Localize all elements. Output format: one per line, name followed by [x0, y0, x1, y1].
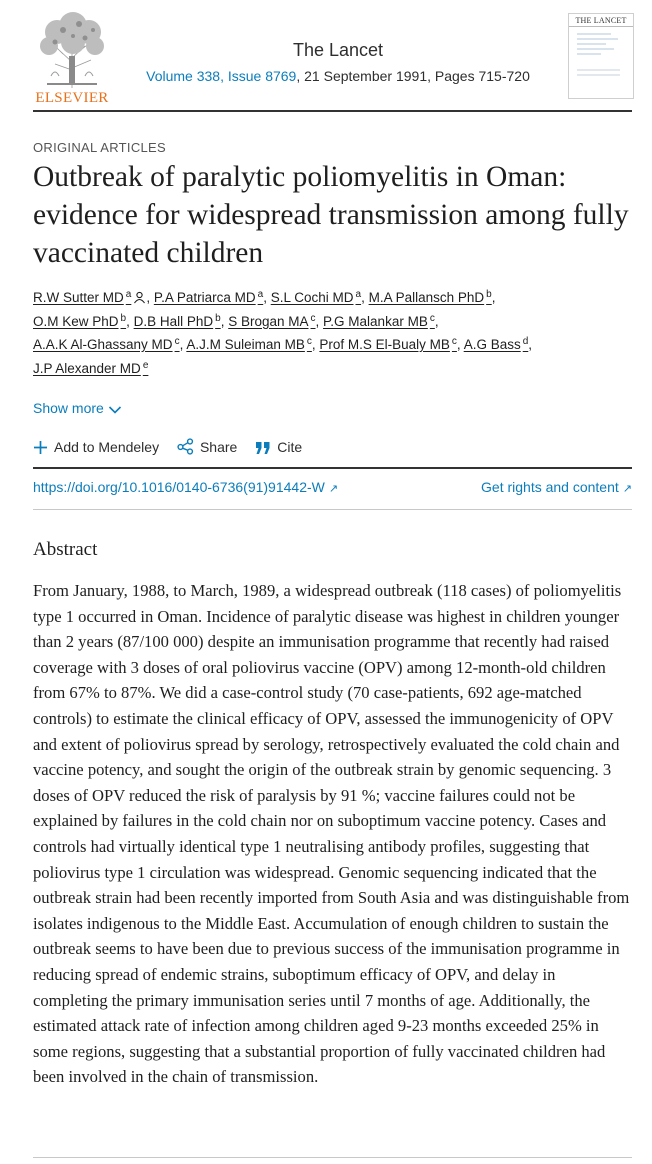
publisher-name: ELSEVIER: [35, 90, 109, 106]
author-name: S.L Cochi MD: [270, 290, 354, 305]
header-divider: [33, 110, 632, 112]
abstract-heading: Abstract: [33, 539, 98, 560]
author-link[interactable]: [154, 290, 263, 305]
author-link[interactable]: [319, 337, 457, 352]
article-type-label: ORIGINAL ARTICLES: [33, 140, 166, 155]
person-icon: [133, 291, 146, 304]
chevron-down-icon: [108, 405, 122, 415]
affiliation-marker: c: [310, 312, 316, 324]
journal-header: [33, 10, 632, 110]
author-name: J.P Alexander MD: [33, 360, 141, 376]
author-link[interactable]: [33, 314, 126, 329]
author-link[interactable]: [33, 361, 148, 376]
cover-title: THE LANCET: [569, 14, 633, 27]
author-name: P.A Patriarca MD: [153, 290, 256, 305]
abstract-body: From January, 1988, to March, 1989, a widespread outbreak (118 cases) of poliomyelitis type 1 occurred in Oman. Incidence of paralytic disease was highest in children younger than 2 years (87/100 000) despite an immunisation programme that recently had raised coverage with 3 doses of oral poliovirus vaccine (OPV) among 12-month-old children from 67% to 87%. We did a case-control study (70 case-patients, 692 age-matched controls) to estimate the clinical efficacy of OPV, assessed the immunogenicity of OPV and extent of poliovirus spread by serology, retrospectively evaluated the cold chain and vaccine potency, and sought the origin of the outbreak strain by genomic sequencing. 3 doses of OPV reduced the risk of paralysis by 91 %; vaccine failures could not be explained by failures in the cold chain nor on suboptimum vaccine potency. Cases and controls had virtually identical type 1 neutralising antibody profiles, suggesting that poliovirus type 1 circulation was widespread. Genomic sequencing indicated that the outbreak strain had been recently imported from South Asia and was distinguishable from isolates indigenous to the Middle East. Accumulation of enough children to sustain the outbreak seems to have been due to previous success of the immunisation programme in reducing spread of endemic strains, suboptimum efficacy of OPV, and delay in completing the primary immunisation series until 7 months of age. Additionally, the estimated attack rate of infection among children aged 9-23 months exceeded 25% in some regions, suggesting that a substantial proportion of fully vaccinated children had been involved in the chain of transmission.: [33, 581, 630, 1087]
author-name: A.G Bass: [463, 337, 521, 352]
affiliation-marker: b: [215, 312, 221, 324]
author-name: Prof M.S El-Bualy MB: [319, 337, 450, 352]
affiliation-marker: e: [142, 359, 149, 371]
affiliation-marker: b: [120, 312, 127, 324]
share-button[interactable]: [177, 438, 237, 455]
rights-text: Get rights and content: [481, 479, 619, 495]
plus-icon: [33, 440, 48, 455]
author-link[interactable]: [33, 290, 146, 305]
quote-icon: [255, 441, 271, 455]
author-link[interactable]: [33, 337, 180, 352]
author-list: R.W Sutter MD $^a$ , P.A Patriarca MD $^a$, S.L Cochi MD $^a$, M.A Pallansch PhD $^b$, O.M Kew PhD $^b$, D.B Hall PhD $^b$, S Brogan MA $^c$, P.G Malankar MB $^c$, A.A.K Al-Ghassany MD $^c$, A.J.M Suleiman MB $^c$, Prof M.S El-Bualy MB $^c$, A.G Bass $^d$, J.P Alexander MD $^e$: [33, 289, 533, 376]
affiliation-marker: c: [429, 312, 435, 324]
bottom-divider: [33, 1157, 632, 1158]
author-link[interactable]: [228, 314, 315, 329]
author-link[interactable]: [186, 337, 312, 352]
cover-decoration: [569, 27, 633, 85]
share-icon: [177, 438, 194, 455]
affiliation-marker: a: [125, 289, 132, 300]
affiliation-marker: b: [486, 289, 492, 300]
author-link[interactable]: [134, 314, 221, 329]
article-title: Outbreak of paralytic poliomyelitis in Oman: evidence for widespread transmission among fully vaccinated children: [33, 161, 629, 269]
author-link[interactable]: [271, 290, 361, 305]
journal-title[interactable]: The Lancet: [292, 40, 384, 60]
actions-divider: [33, 467, 632, 469]
journal-reference: [123, 68, 553, 84]
cite-label: Cite: [277, 439, 303, 455]
author-name: M.A Pallansch PhD: [368, 290, 485, 305]
cite-button[interactable]: [255, 439, 302, 455]
author-name: P.G Malankar MB: [323, 313, 428, 329]
external-link-icon: ↗: [622, 483, 632, 495]
rights-content-link[interactable]: [481, 479, 632, 495]
author-name: O.M Kew PhD: [33, 313, 119, 329]
affiliation-marker: c: [306, 336, 312, 347]
external-link-icon: ↗: [328, 483, 339, 495]
article-actions: [33, 438, 316, 455]
author-link[interactable]: [323, 314, 435, 329]
show-more-button[interactable]: [33, 400, 122, 416]
add-to-mendeley-button[interactable]: [33, 439, 159, 455]
links-divider: [33, 509, 632, 510]
author-name: S Brogan MA: [228, 313, 309, 329]
doi-link[interactable]: [33, 479, 338, 495]
affiliation-marker: c: [174, 336, 180, 347]
author-name: A.A.K Al-Ghassany MD: [33, 337, 173, 352]
author-name: R.W Sutter MD: [33, 290, 124, 305]
elsevier-tree-logo[interactable]: [33, 10, 111, 98]
show-more-label: Show more: [33, 400, 104, 416]
link-row: [33, 479, 632, 495]
affiliation-marker: a: [257, 289, 264, 300]
mendeley-label: Add to Mendeley: [54, 439, 160, 455]
journal-cover-thumbnail[interactable]: [568, 13, 634, 99]
share-label: Share: [199, 439, 238, 455]
volume-issue-link[interactable]: Volume 338, Issue 8769: [146, 68, 297, 84]
affiliation-marker: c: [451, 336, 457, 347]
affiliation-marker: a: [355, 289, 362, 300]
date-pages: , 21 September 1991, Pages 715-720: [296, 68, 530, 84]
author-link[interactable]: [464, 337, 529, 352]
author-name: A.J.M Suleiman MB: [186, 337, 305, 352]
doi-text: https://doi.org/10.1016/0140-6736(91)91442-W: [33, 479, 325, 495]
author-name: D.B Hall PhD: [133, 313, 214, 329]
author-link[interactable]: [369, 290, 492, 305]
affiliation-marker: d: [522, 336, 529, 347]
